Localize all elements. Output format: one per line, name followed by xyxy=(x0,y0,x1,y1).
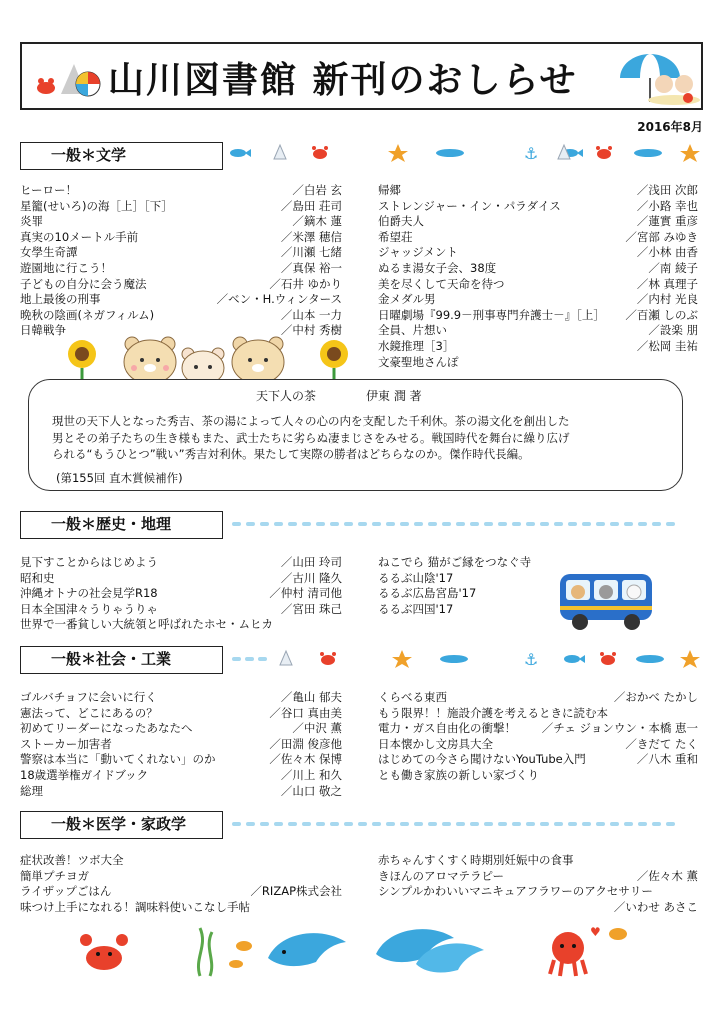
section-heading-literature: 一般＊文学 xyxy=(20,142,223,170)
medical-list-right xyxy=(378,853,698,915)
book-author: ／八木 重和 xyxy=(636,752,698,767)
featured-book-note: (第155回 直木賞候補作) xyxy=(56,471,183,485)
book-item xyxy=(20,768,342,784)
book-title: 憲法って、どこにあるの？ xyxy=(20,705,158,720)
sea-creatures-divider xyxy=(228,141,703,165)
book-item xyxy=(378,230,698,246)
dolphin-icon xyxy=(376,929,484,972)
sea-life-footer-illustration xyxy=(70,918,670,978)
book-item xyxy=(378,355,698,371)
book-item xyxy=(378,308,698,324)
book-title: るるぶ四国'17 xyxy=(378,601,454,616)
book-item xyxy=(20,869,342,885)
book-author: ／島田 荘司 xyxy=(280,198,342,213)
book-author: ／宮田 珠己 xyxy=(280,601,342,616)
book-item xyxy=(20,690,342,706)
book-title: きほんのアロマテラピー xyxy=(378,868,505,883)
book-author: ／川瀬 七緒 xyxy=(280,245,342,260)
book-item xyxy=(20,571,342,587)
book-item xyxy=(20,900,342,916)
featured-book-header xyxy=(256,387,472,404)
book-title: 簡単プチヨガ xyxy=(20,868,89,883)
book-author: ／RIZAP株式会社 xyxy=(250,884,342,899)
book-title: 味つけ上手になれる！調味料使いこなし手帖 xyxy=(20,899,250,914)
book-author: ／佐々木 保博 xyxy=(269,752,342,767)
book-title: 日韓戦争 xyxy=(20,323,66,338)
book-item xyxy=(378,339,698,355)
seaweed-fish-icon xyxy=(198,928,252,976)
book-author: ／佐々木 薫 xyxy=(636,868,698,883)
sunflower-icon xyxy=(320,340,348,382)
book-title: シンプルかわいいマニキュアフラワーのアクセサリー xyxy=(378,884,653,899)
book-item xyxy=(378,853,698,869)
section-heading-society: 一般＊社会・工業 xyxy=(20,646,223,674)
book-author: ／林 真理子 xyxy=(636,276,698,291)
book-item xyxy=(20,308,342,324)
featured-book-title: 天下人の茶 xyxy=(256,389,317,403)
book-title: るるぶ広島宮島'17 xyxy=(378,586,477,601)
book-item xyxy=(20,752,342,768)
book-item xyxy=(378,261,698,277)
book-item xyxy=(20,261,342,277)
description-line: られる“もうひとつ”戦い”秀吉対利休。果たして実際の勝者はどちらなのか。傑作時代長編。 xyxy=(52,447,530,461)
book-item xyxy=(20,884,342,900)
book-title: くらべる東西 xyxy=(378,690,447,704)
book-item xyxy=(378,900,698,916)
book-title: 文豪聖地さんぽ xyxy=(378,354,459,369)
book-author: ／田淵 俊彦他 xyxy=(269,736,342,751)
book-title: 日曜劇場『99.9－刑事専門弁護士－』［上］ xyxy=(378,307,605,322)
book-item xyxy=(20,706,342,722)
book-item xyxy=(20,737,342,753)
book-item xyxy=(378,706,698,722)
sea-creatures-divider xyxy=(228,647,703,671)
book-title: 星籠(せいろ)の海［上］［下］ xyxy=(20,198,173,213)
book-title: 沖縄オトナの社会見学R18 xyxy=(20,586,158,601)
book-title: 真実の10メートル手前 xyxy=(20,229,139,244)
book-item xyxy=(20,586,342,602)
book-title: ライザップごはん xyxy=(20,884,112,899)
book-item xyxy=(378,323,698,339)
section-heading-medical: 一般＊医学・家政学 xyxy=(20,811,223,839)
book-item xyxy=(378,214,698,230)
sunflowers-bears-illustration xyxy=(64,336,364,384)
book-author: ／古川 隆久 xyxy=(280,570,342,585)
book-title: 世界で一番貧しい大統領と呼ばれたホセ・ムヒカ xyxy=(20,617,273,632)
description-line: 現世の天下人となった秀吉、茶の湯によって人々の心の内を支配した千利休。茶の湯文化を創出した xyxy=(52,414,570,428)
book-title: ヒーロー！ xyxy=(20,183,78,197)
book-author: ／小路 幸也 xyxy=(636,198,698,213)
book-title: 女學生奇譚 xyxy=(20,245,78,260)
literature-list-right xyxy=(378,183,698,370)
book-item xyxy=(20,230,342,246)
book-item xyxy=(20,277,342,293)
book-author: ／谷口 真由美 xyxy=(269,705,342,720)
bear-icon xyxy=(124,337,176,384)
book-author: ／設楽 朋 xyxy=(648,323,698,338)
book-author: ／亀山 郁夫 xyxy=(280,690,342,704)
book-title: ねこでら 猫がご縁をつなぐ寺 xyxy=(378,555,532,569)
beach-umbrella-bears-icon xyxy=(618,50,700,106)
book-author: ／山本 一力 xyxy=(280,307,342,322)
book-item xyxy=(378,884,698,900)
book-author: ／松岡 圭祐 xyxy=(636,338,698,353)
book-item xyxy=(378,183,698,199)
dotted-divider xyxy=(232,522,675,526)
book-item xyxy=(20,245,342,261)
book-author: ／ベン・H.ウィンタース xyxy=(216,292,342,307)
book-title: 遊園地に行こう！ xyxy=(20,260,112,275)
dolphin-icon xyxy=(268,933,346,966)
beach-ball-crab-icon xyxy=(26,54,102,100)
section-heading-history: 一般＊歴史・地理 xyxy=(20,511,223,539)
book-title: 昭和史 xyxy=(20,570,55,585)
issue-date: 2016年8月 xyxy=(637,120,703,134)
book-item xyxy=(378,555,558,571)
book-title: 金メダル男 xyxy=(378,292,436,307)
literature-list-left xyxy=(20,183,342,339)
featured-book-description xyxy=(52,413,672,463)
book-author: ／きだて たく xyxy=(625,736,698,751)
book-author: ／宮部 みゆき xyxy=(625,229,698,244)
book-author: ／仲村 清司他 xyxy=(269,586,342,601)
book-title: 晩秋の陰画(ネガフィルム) xyxy=(20,307,155,322)
book-item xyxy=(378,277,698,293)
book-title: もう限界！！施設介護を考えるときに読む本 xyxy=(378,705,608,720)
book-title: 伯爵夫人 xyxy=(378,214,424,229)
book-author: ／百瀬 しのぶ xyxy=(625,307,698,322)
book-title: ストーカー加害者 xyxy=(20,736,112,751)
book-author: ／小林 由香 xyxy=(636,245,698,260)
book-author: ／南 綾子 xyxy=(648,260,698,275)
book-title: ゴルバチョフに会いに行く xyxy=(20,690,157,704)
book-title: 希望荘 xyxy=(378,229,413,244)
book-title: 子どもの自分に会う魔法 xyxy=(20,276,147,291)
book-item xyxy=(20,602,342,618)
book-item xyxy=(378,768,698,784)
book-item xyxy=(20,617,342,633)
book-title: 日本全国津々うりゃうりゃ xyxy=(20,601,158,616)
book-title: 日本懐かし文房具大全 xyxy=(378,736,493,751)
book-item xyxy=(378,752,698,768)
description-line: 男とその弟子たちの生き様もまた、武士たちに劣らぬ凄まじさをみせる。戦国時代を舞台に繰り広げ xyxy=(52,430,570,445)
book-author: ／山口 敬之 xyxy=(280,783,342,798)
book-item xyxy=(378,602,558,618)
book-title: とも働き家族の新しい家づくり xyxy=(378,767,539,782)
book-title: るるぶ山陰'17 xyxy=(378,570,454,585)
svg-text:⚓: ⚓ xyxy=(524,144,539,163)
history-list-left xyxy=(20,555,342,633)
book-title: 炎罪 xyxy=(20,214,43,229)
octopus-icon xyxy=(550,925,627,976)
book-author: ／石井 ゆかり xyxy=(269,276,342,291)
book-title: 警察は本当に「動いてくれない」のか xyxy=(20,752,216,767)
society-list-left xyxy=(20,690,342,799)
sunflower-icon xyxy=(68,340,96,382)
dotted-divider xyxy=(232,822,675,826)
crab-icon xyxy=(80,934,128,970)
book-title: 帰郷 xyxy=(378,183,401,197)
book-author: ／中村 秀樹 xyxy=(280,323,342,338)
book-item xyxy=(378,586,558,602)
book-title: 地上最後の刑事 xyxy=(20,292,101,307)
book-item xyxy=(20,214,342,230)
book-author: ／いわせ あさこ xyxy=(613,899,698,914)
book-title: ストレンジャー・イン・パラダイス xyxy=(378,198,561,213)
book-item xyxy=(378,245,698,261)
book-title: ぬるま湯女子会、38度 xyxy=(378,260,497,275)
book-author: ／真保 裕一 xyxy=(280,260,342,275)
book-author: ／山田 玲司 xyxy=(280,555,342,569)
book-title: 総理 xyxy=(20,783,43,798)
book-item xyxy=(20,199,342,215)
book-title: 水鏡推理［3］ xyxy=(378,338,455,353)
book-item xyxy=(378,721,698,737)
book-title: 赤ちゃんすくすく時期別妊娠中の食事 xyxy=(378,853,574,867)
book-author: ／おかべ たかし xyxy=(613,690,698,704)
book-author: ／鏑木 蓮 xyxy=(292,214,342,229)
book-item xyxy=(20,183,342,199)
page-title: 山川図書館 新刊のおしらせ xyxy=(108,60,578,101)
book-author: ／浅田 次郎 xyxy=(636,183,698,197)
book-title: はじめての今さら聞けないYouTube入門 xyxy=(378,752,586,767)
book-item xyxy=(20,721,342,737)
book-title: ジャッジメント xyxy=(378,245,458,260)
book-item xyxy=(20,292,342,308)
book-item xyxy=(378,199,698,215)
book-item xyxy=(20,555,342,571)
book-title: 全員、片想い xyxy=(378,323,447,338)
bus-animals-illustration xyxy=(556,570,656,632)
book-title: 見下すことからはじめよう xyxy=(20,555,158,569)
svg-text:⚓: ⚓ xyxy=(524,650,539,669)
book-author: ／内村 光良 xyxy=(636,292,698,307)
book-item xyxy=(378,690,698,706)
society-list-right xyxy=(378,690,698,784)
svg-text:♥: ♥ xyxy=(590,925,601,939)
book-title: 美を尽くして天命を待つ xyxy=(378,276,505,291)
book-title: 初めてリーダーになったあなたへ xyxy=(20,721,193,736)
book-author: ／川上 和久 xyxy=(280,767,342,782)
bear-icon xyxy=(232,337,284,384)
book-author: ／米澤 穂信 xyxy=(280,229,342,244)
book-item xyxy=(378,292,698,308)
medical-list-left xyxy=(20,853,342,915)
book-title: 18歳選挙権ガイドブック xyxy=(20,767,149,782)
book-author: ／チェ ジョンウン・本橋 恵一 xyxy=(541,721,698,736)
featured-book-author: 伊東 潤 著 xyxy=(366,389,422,403)
book-item xyxy=(378,737,698,753)
history-list-right xyxy=(378,555,558,617)
book-author: ／中沢 薫 xyxy=(292,721,342,736)
book-author: ／蓮實 重彦 xyxy=(636,214,698,229)
book-item xyxy=(20,853,342,869)
book-author: ／白岩 玄 xyxy=(292,183,342,197)
book-title: 電力・ガス自由化の衝撃！ xyxy=(378,721,516,736)
book-item xyxy=(378,571,558,587)
book-title: 症状改善！ツボ大全 xyxy=(20,853,124,867)
book-item xyxy=(378,869,698,885)
book-item xyxy=(20,784,342,800)
